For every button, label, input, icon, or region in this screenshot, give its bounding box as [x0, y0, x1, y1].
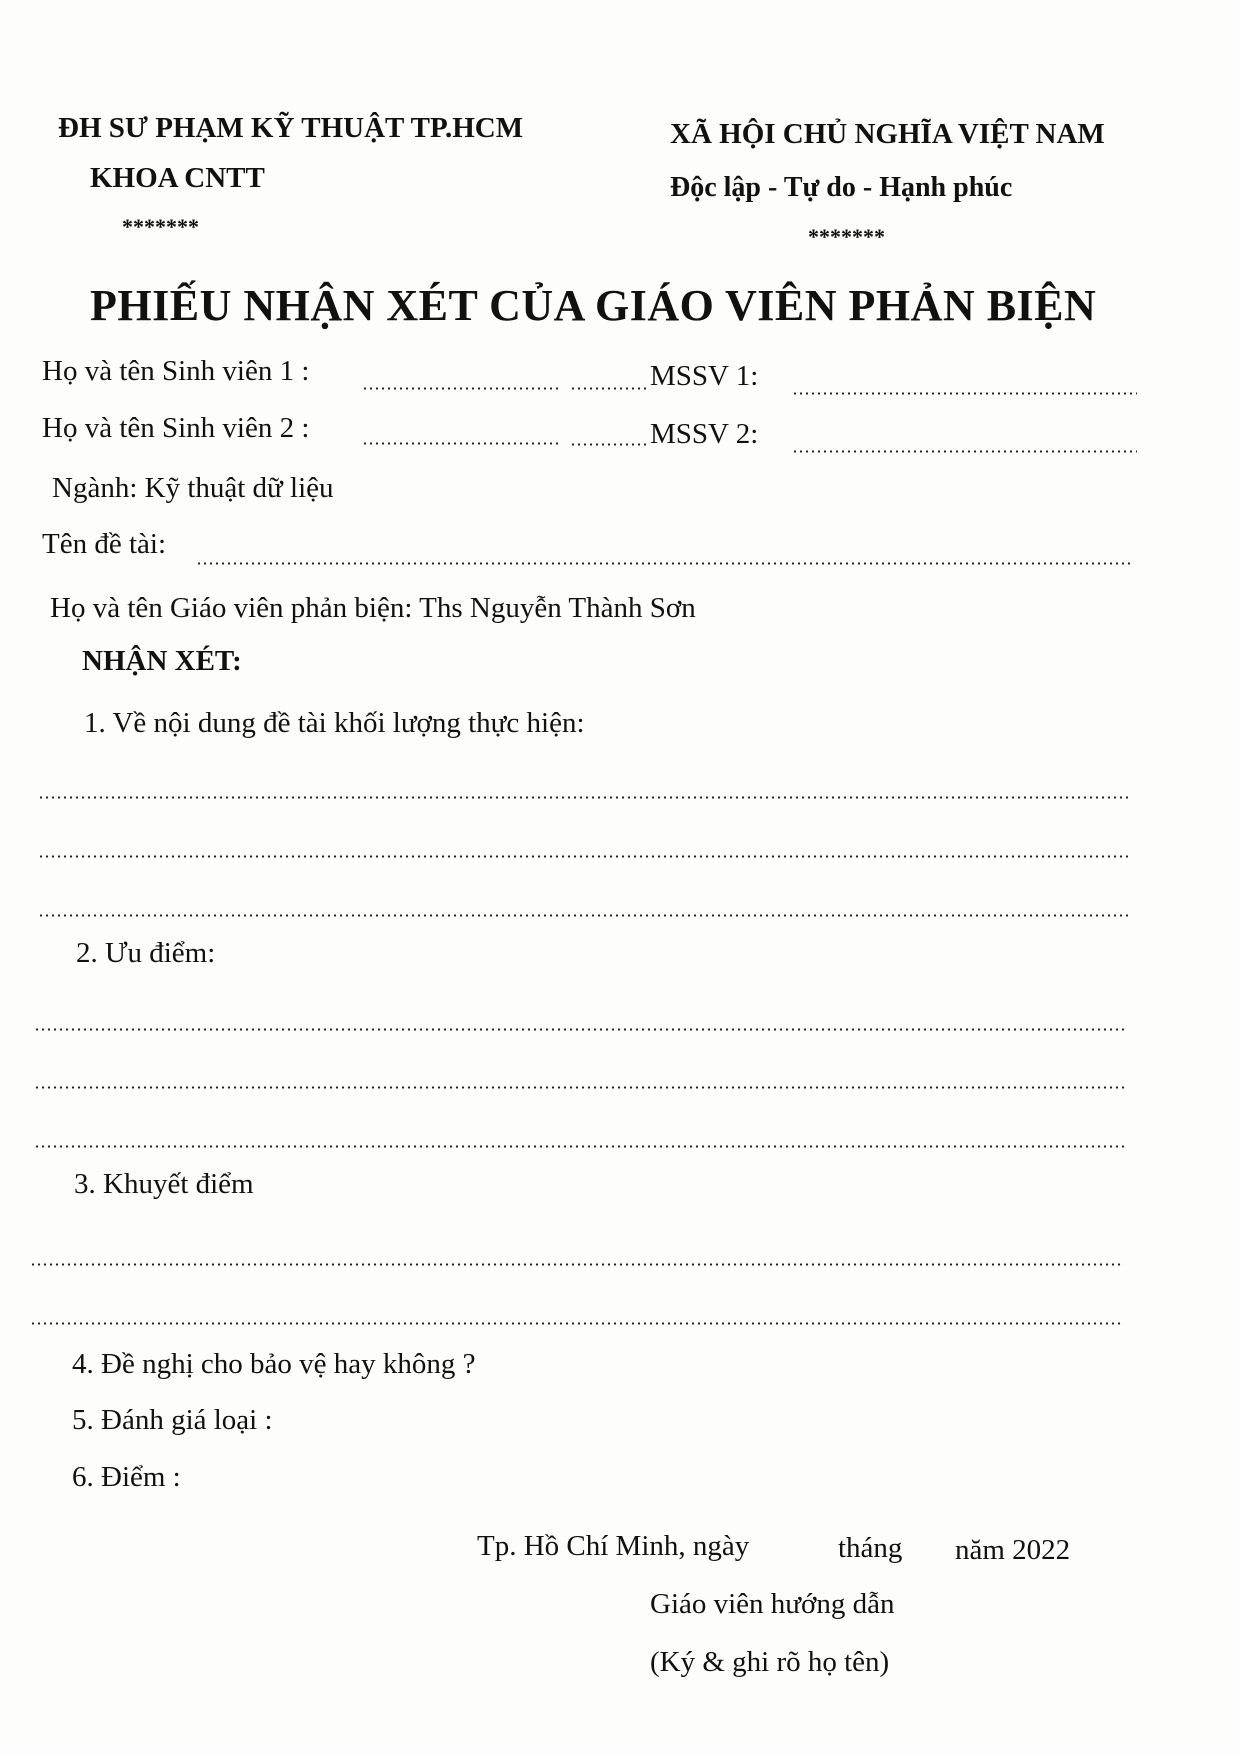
student2-label: Họ và tên Sinh viên 2 : — [42, 412, 310, 444]
question-6: 6. Điểm : — [72, 1461, 181, 1493]
answer-2-line-3[interactable] — [34, 1145, 1126, 1148]
date-place: Tp. Hồ Chí Minh, ngày — [477, 1530, 750, 1562]
answer-2-line-1[interactable] — [34, 1028, 1126, 1031]
country-name: XÃ HỘI CHỦ NGHĨA VIỆT NAM — [670, 118, 1105, 150]
student1-label: Họ và tên Sinh viên 1 : — [42, 355, 310, 387]
topic-field[interactable] — [196, 562, 1134, 565]
reviewer-line: Họ và tên Giáo viên phản biện: Ths Nguyễn Thành Sơn — [50, 592, 696, 624]
student2-name-field[interactable] — [362, 442, 558, 445]
answer-3-line-2[interactable] — [30, 1322, 1124, 1325]
answer-3-line-1[interactable] — [30, 1263, 1124, 1266]
answer-1-line-2[interactable] — [38, 855, 1128, 858]
date-year: năm 2022 — [955, 1534, 1071, 1566]
university-name: ĐH SƯ PHẠM KỸ THUẬT TP.HCM — [58, 112, 524, 144]
student1-name-field-cont[interactable] — [570, 387, 648, 390]
topic-label: Tên đề tài: — [42, 528, 167, 560]
student1-name-field[interactable] — [362, 387, 558, 390]
national-motto: Độc lập - Tự do - Hạnh phúc — [670, 172, 1013, 203]
question-4: 4. Đề nghị cho bảo vệ hay không ? — [72, 1348, 476, 1380]
answer-1-line-3[interactable] — [38, 914, 1128, 917]
question-1: 1. Về nội dung đề tài khối lượng thực hiện: — [84, 707, 585, 739]
student2-name-field-cont[interactable] — [570, 443, 648, 446]
mssv2-field[interactable] — [792, 450, 1137, 453]
major-line: Ngành: Kỹ thuật dữ liệu — [52, 472, 334, 504]
faculty-name: KHOA CNTT — [90, 162, 265, 194]
signature-instruction: (Ký & ghi rõ họ tên) — [650, 1646, 890, 1678]
form-title: PHIẾU NHẬN XÉT CỦA GIÁO VIÊN PHẢN BIỆN — [90, 281, 1097, 330]
answer-1-line-1[interactable] — [38, 796, 1128, 799]
date-month: tháng — [838, 1532, 903, 1564]
answer-2-line-2[interactable] — [34, 1086, 1126, 1089]
left-separator-stars: ******* — [122, 214, 199, 239]
mssv1-label: MSSV 1: — [650, 360, 759, 392]
question-2: 2. Ưu điểm: — [76, 937, 216, 969]
mssv1-field[interactable] — [792, 392, 1137, 395]
right-separator-stars: ******* — [808, 224, 885, 249]
question-5: 5. Đánh giá loại : — [72, 1404, 273, 1436]
signer-role: Giáo viên hướng dẫn — [650, 1588, 895, 1620]
mssv2-label: MSSV 2: — [650, 418, 759, 450]
comments-heading: NHẬN XÉT: — [82, 645, 242, 677]
question-3: 3. Khuyết điểm — [74, 1168, 254, 1200]
